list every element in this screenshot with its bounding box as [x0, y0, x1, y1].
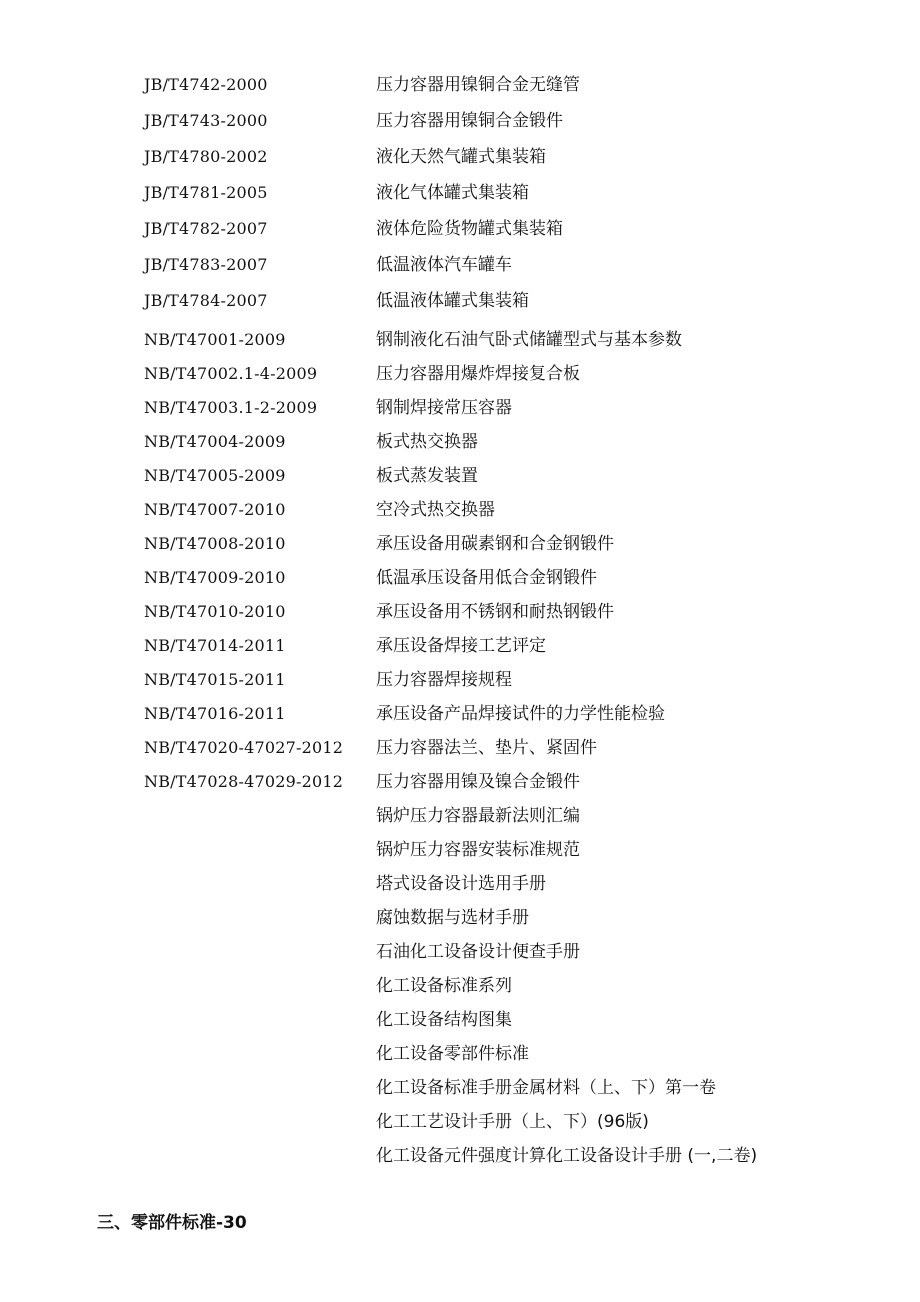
standard-code: NB/T47016-2011 [144, 704, 286, 723]
standard-code: JB/T4743-2000 [144, 111, 268, 130]
standard-code: NB/T47010-2010 [144, 602, 286, 621]
standard-code: JB/T4781-2005 [144, 183, 268, 202]
standard-code: JB/T4782-2007 [144, 219, 268, 238]
standard-code: NB/T47020-47027-2012 [144, 738, 344, 757]
list-item [0, 325, 920, 355]
standard-code: NB/T47015-2011 [144, 670, 286, 689]
list-item [0, 937, 920, 967]
standard-code: NB/T47003.1-2-2009 [144, 398, 318, 417]
list-item [0, 286, 920, 316]
list-item [0, 665, 920, 695]
standard-code: NB/T47002.1-4-2009 [144, 364, 318, 383]
list-item [0, 529, 920, 559]
list-item [0, 1107, 920, 1137]
list-item [0, 1005, 920, 1035]
standard-code: NB/T47028-47029-2012 [144, 772, 344, 791]
standard-code: JB/T4783-2007 [144, 255, 268, 274]
list-item [0, 70, 920, 100]
standard-code: NB/T47004-2009 [144, 432, 286, 451]
list-item [0, 1073, 920, 1103]
standard-title: 化工设备标准手册金属材料（上、下）第一卷 [376, 1078, 716, 1098]
list-item [0, 250, 920, 280]
list-item [0, 214, 920, 244]
standard-title: 压力容器用镍及镍合金锻件 [376, 772, 580, 792]
standard-title: 塔式设备设计选用手册 [376, 874, 546, 894]
standard-title: 石油化工设备设计便查手册 [376, 942, 580, 962]
standard-title: 钢制液化石油气卧式储罐型式与基本参数 [376, 330, 682, 350]
list-item [0, 631, 920, 661]
standard-code: JB/T4780-2002 [144, 147, 268, 166]
standard-title: 化工设备结构图集 [376, 1010, 512, 1030]
standard-title: 压力容器焊接规程 [376, 670, 512, 690]
list-item [0, 461, 920, 491]
standard-title: 化工设备标准系列 [376, 976, 512, 996]
list-item [0, 1141, 920, 1171]
standard-title: 承压设备焊接工艺评定 [376, 636, 546, 656]
standard-title: 锅炉压力容器安装标准规范 [376, 840, 580, 860]
list-item [0, 427, 920, 457]
list-item [0, 801, 920, 831]
standard-code: JB/T4742-2000 [144, 75, 268, 94]
list-item [0, 699, 920, 729]
standard-code: NB/T47005-2009 [144, 466, 286, 485]
standard-title: 液化气体罐式集装箱 [376, 183, 529, 203]
standard-code: NB/T47007-2010 [144, 500, 286, 519]
list-item [0, 393, 920, 423]
standard-title: 承压设备用不锈钢和耐热钢锻件 [376, 602, 614, 622]
standard-title: 承压设备产品焊接试件的力学性能检验 [376, 704, 665, 724]
standard-title: 低温液体汽车罐车 [376, 255, 512, 275]
standard-title: 液化天然气罐式集装箱 [376, 147, 546, 167]
list-item [0, 835, 920, 865]
list-item [0, 767, 920, 797]
list-item [0, 178, 920, 208]
standard-title: 锅炉压力容器最新法则汇编 [376, 806, 580, 826]
list-item [0, 597, 920, 627]
standard-code: JB/T4784-2007 [144, 291, 268, 310]
standard-title: 腐蚀数据与选材手册 [376, 908, 529, 928]
list-item [0, 971, 920, 1001]
list-item [0, 733, 920, 763]
standard-title: 板式热交换器 [376, 432, 478, 452]
standard-title: 化工设备零部件标准 [376, 1044, 529, 1064]
standard-title: 化工工艺设计手册（上、下）(96版) [376, 1112, 649, 1132]
standard-code: NB/T47001-2009 [144, 330, 286, 349]
standard-title: 承压设备用碳素钢和合金钢锻件 [376, 534, 614, 554]
standard-code: NB/T47008-2010 [144, 534, 286, 553]
standard-title: 空冷式热交换器 [376, 500, 495, 520]
standard-title: 板式蒸发装置 [376, 466, 478, 486]
standard-title: 低温液体罐式集装箱 [376, 291, 529, 311]
standard-title: 液体危险货物罐式集装箱 [376, 219, 563, 239]
standard-title: 化工设备元件强度计算化工设备设计手册 (一,二卷) [376, 1146, 758, 1166]
list-item [0, 869, 920, 899]
list-item [0, 142, 920, 172]
list-item [0, 903, 920, 933]
standard-code: NB/T47009-2010 [144, 568, 286, 587]
standard-code: NB/T47014-2011 [144, 636, 286, 655]
standard-title: 压力容器用镍铜合金无缝管 [376, 75, 580, 95]
list-item [0, 359, 920, 389]
standard-title: 压力容器用爆炸焊接复合板 [376, 364, 580, 384]
section-heading: 三、零部件标准-30 [97, 1213, 247, 1233]
list-item [0, 1039, 920, 1069]
standard-title: 低温承压设备用低合金钢锻件 [376, 568, 597, 588]
list-item [0, 563, 920, 593]
standard-title: 压力容器用镍铜合金锻件 [376, 111, 563, 131]
standard-title: 压力容器法兰、垫片、紧固件 [376, 738, 597, 758]
list-item [0, 495, 920, 525]
standard-title: 钢制焊接常压容器 [376, 398, 512, 418]
list-item [0, 106, 920, 136]
